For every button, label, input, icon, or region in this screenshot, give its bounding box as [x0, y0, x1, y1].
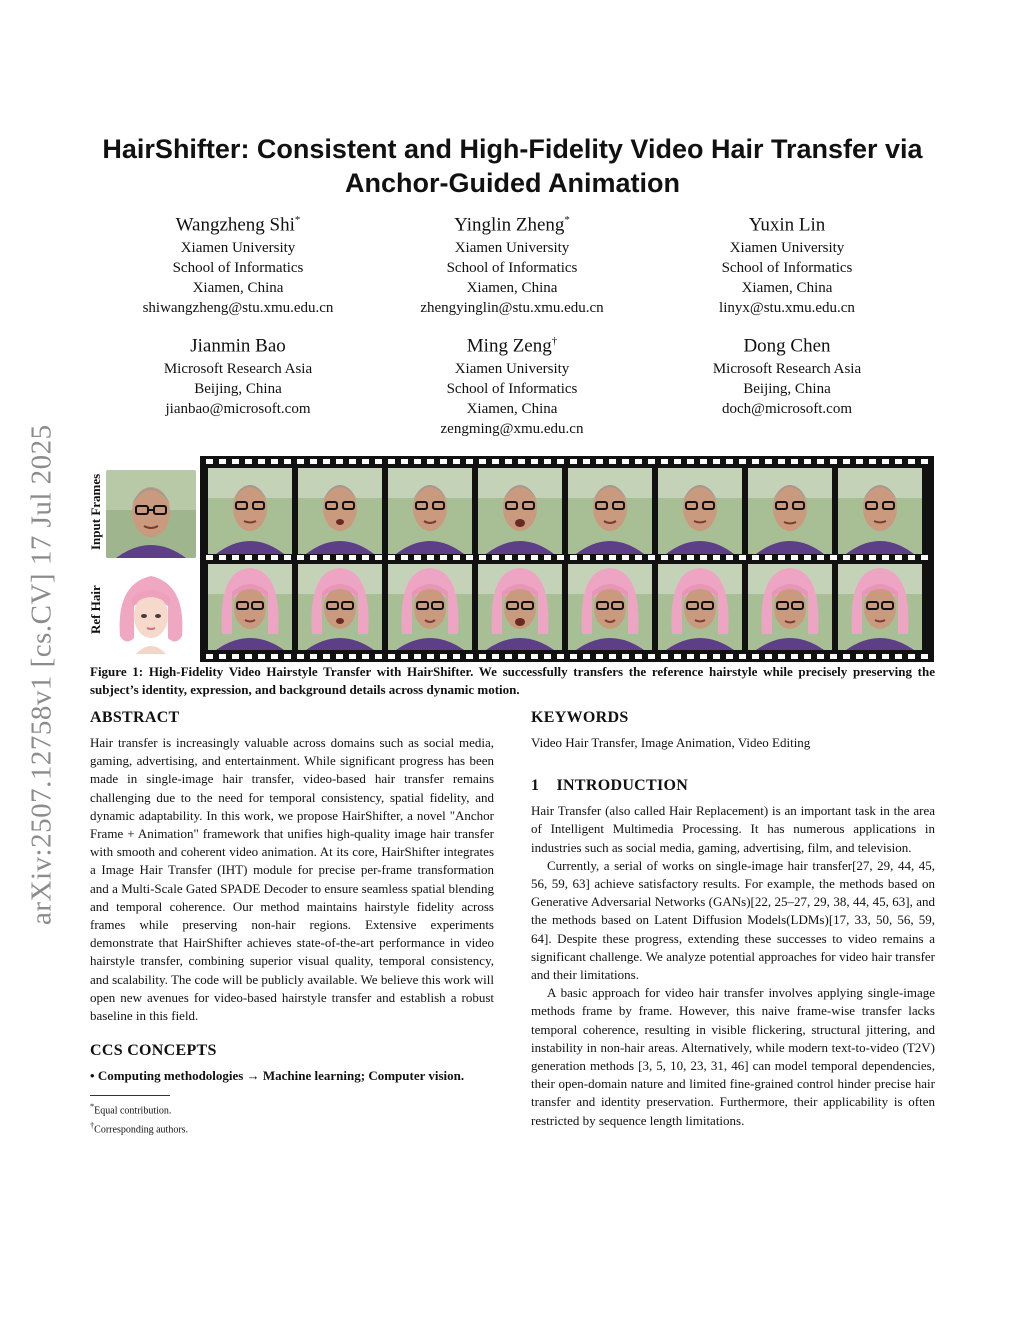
footnote-equal-contribution: *Equal contribution. [90, 1102, 172, 1117]
film-perforation-bottom [206, 654, 928, 659]
result-frame [208, 564, 292, 650]
result-frame [658, 564, 742, 650]
ref-hair-label: Ref Hair [88, 585, 103, 635]
author-department: School of Informatics [721, 260, 853, 277]
author-name: Jianmin Bao [190, 335, 286, 357]
author-name: Ming Zeng† [466, 335, 558, 357]
figure-caption: Figure 1: High-Fidelity Video Hairstyle Transfer with HairShifter. We successfully transfers the reference hairstyle while precisely preserving the subject’s identity, expression, and background details across dynamic motion. [90, 664, 935, 697]
result-frame [298, 564, 382, 650]
input-frame [748, 468, 832, 554]
ccs-heading: CCS CONCEPTS [90, 1042, 217, 1060]
left-column [90, 708, 494, 1137]
author-email: linyx@stu.xmu.edu.cn [719, 300, 855, 317]
author-email: jianbao@microsoft.com [165, 401, 311, 418]
keywords-heading: KEYWORDS [531, 709, 629, 726]
introduction-heading: 1 INTRODUCTION [531, 777, 689, 795]
author-location: Xiamen, China [466, 280, 558, 297]
result-frame [838, 564, 922, 650]
author-block [642, 208, 932, 318]
teaser-figure [88, 456, 936, 662]
intro-paragraph: A basic approach for video hair transfer involves applying single-image methods frame by frame. However, this naive frame-wise transfer lacks temporal coherence, resulting in visible flickering, structural jittering, and instability in non-hair areas. Alternatively, while modern text-to-video (T2V) generation methods [3, 5, 10, 23, 31, 46] can model temporal dependencies, their open-domain nature and limited fine-grained control hinder precise hair transfer and identity preservation. Furthermore, their applicability is often restricted by sequence length limitations. [531, 985, 935, 1128]
author-department: School of Informatics [172, 260, 304, 277]
author-block [367, 208, 657, 318]
result-frame [478, 564, 562, 650]
ccs-concepts: • Computing methodologies → Machine learning; Computer vision. [90, 1068, 465, 1084]
author-department: School of Informatics [446, 381, 578, 398]
abstract-heading: ABSTRACT [90, 709, 180, 726]
author-location: Beijing, China [194, 381, 282, 398]
right-column [531, 708, 935, 1130]
author-name: Wangzheng Shi* [175, 214, 301, 236]
author-email: doch@microsoft.com [721, 401, 853, 418]
author-affiliation: Xiamen University [180, 240, 296, 257]
author-location: Xiamen, China [192, 280, 284, 297]
author-block [93, 208, 383, 318]
author-location: Xiamen, China [741, 280, 833, 297]
ref-hair-image [106, 566, 196, 654]
ref-hair-thumbnail [106, 566, 196, 654]
author-location: Beijing, China [743, 381, 831, 398]
author-email: zhengyinglin@stu.xmu.edu.cn [420, 300, 604, 317]
abstract-text: Hair transfer is increasingly valuable across domains such as social media, gaming, advertising, and entertainment. While significant progress has been made in single-image hair transfer, video-based hair transfer remains challenging due to the need for temporal consistency, spatial fidelity, and dynamic adaptability. In this work, we propose HairShifter, a novel "Anchor Frame + Animation" framework that unifies high-quality image hair transfer with smooth and coherent video animation. At its core, HairShifter integrates a Image Hair Transfer (IHT) module for precise per-frame transformation and a Multi-Scale Gated SPADE Decoder to ensure seamless spatial blending and temporal coherence. Our method maintains hairstyle fidelity across frames while preserving non-hair regions. Extensive experiments demonstrate that HairShifter achieves state-of-the-art performance in video hairstyle transfer, combining superior visual quality, temporal consistency, and scalability. The code will be publicly available. We believe this work will open new avenues for video-based hairstyle transfer and establish a robust baseline in this field. [90, 735, 494, 1024]
input-frames-label: Input Frames [88, 473, 103, 551]
result-frame [568, 564, 652, 650]
video-filmstrip [200, 456, 934, 662]
author-affiliation: Microsoft Research Asia [163, 361, 313, 378]
input-frame [838, 468, 922, 554]
intro-paragraph: Currently, a serial of works on single-image hair transfer[27, 29, 44, 45, 56, 59, 63] achieve satisfactory results. For example, the methods based on Generative Adversarial Networks (GANs)[22, 25–27, 29, 38, 44, 45, 63], and the methods based on Latent Diffusion Models(LDMs)[17, 33, 50, 56, 59, 64]. Despite these progress, extending these successes to video remains a significant challenge. We analyze potential approaches for video hair transfer and their limitations. [531, 857, 935, 983]
footnote-corresponding: †Corresponding authors. [90, 1120, 189, 1136]
author-affiliation: Microsoft Research Asia [712, 361, 862, 378]
film-perforation-top [206, 459, 928, 464]
keywords-text: Video Hair Transfer, Image Animation, Video Editing [531, 735, 811, 750]
input-frame [658, 468, 742, 554]
author-affiliation: Xiamen University [454, 361, 570, 378]
result-frame [388, 564, 472, 650]
author-department: School of Informatics [446, 260, 578, 277]
author-block [642, 329, 932, 419]
author-name: Dong Chen [743, 335, 831, 357]
author-affiliation: Xiamen University [454, 240, 570, 257]
input-frame [388, 468, 472, 554]
input-face-image [106, 470, 196, 558]
footnote-divider [90, 1095, 170, 1096]
author-affiliation: Xiamen University [729, 240, 845, 257]
paper-title: HairShifter: Consistent and High-Fidelity Video Hair Transfer via Anchor-Guided Animation [102, 134, 923, 198]
arxiv-identifier: arXiv:2507.12758v1 [cs.CV] 17 Jul 2025 [25, 424, 58, 926]
author-name: Yuxin Lin [748, 214, 826, 236]
author-email: zengming@xmu.edu.cn [440, 421, 584, 438]
input-frame [298, 468, 382, 554]
input-frame [568, 468, 652, 554]
result-frame [748, 564, 832, 650]
author-block [367, 329, 657, 439]
author-name: Yinglin Zheng* [454, 214, 570, 236]
input-frame [478, 468, 562, 554]
author-block [93, 329, 383, 419]
film-perforation-middle [206, 555, 928, 560]
intro-paragraph: Hair Transfer (also called Hair Replacement) is an important task in the area of Intelligent Multimedia Processing. It has numerous applications in industries such as social media, gaming, advertising, film, and television. [531, 803, 935, 855]
input-frame [208, 468, 292, 554]
input-frame-thumbnail [106, 470, 196, 558]
author-email: shiwangzheng@stu.xmu.edu.cn [142, 300, 334, 317]
author-location: Xiamen, China [466, 401, 558, 418]
